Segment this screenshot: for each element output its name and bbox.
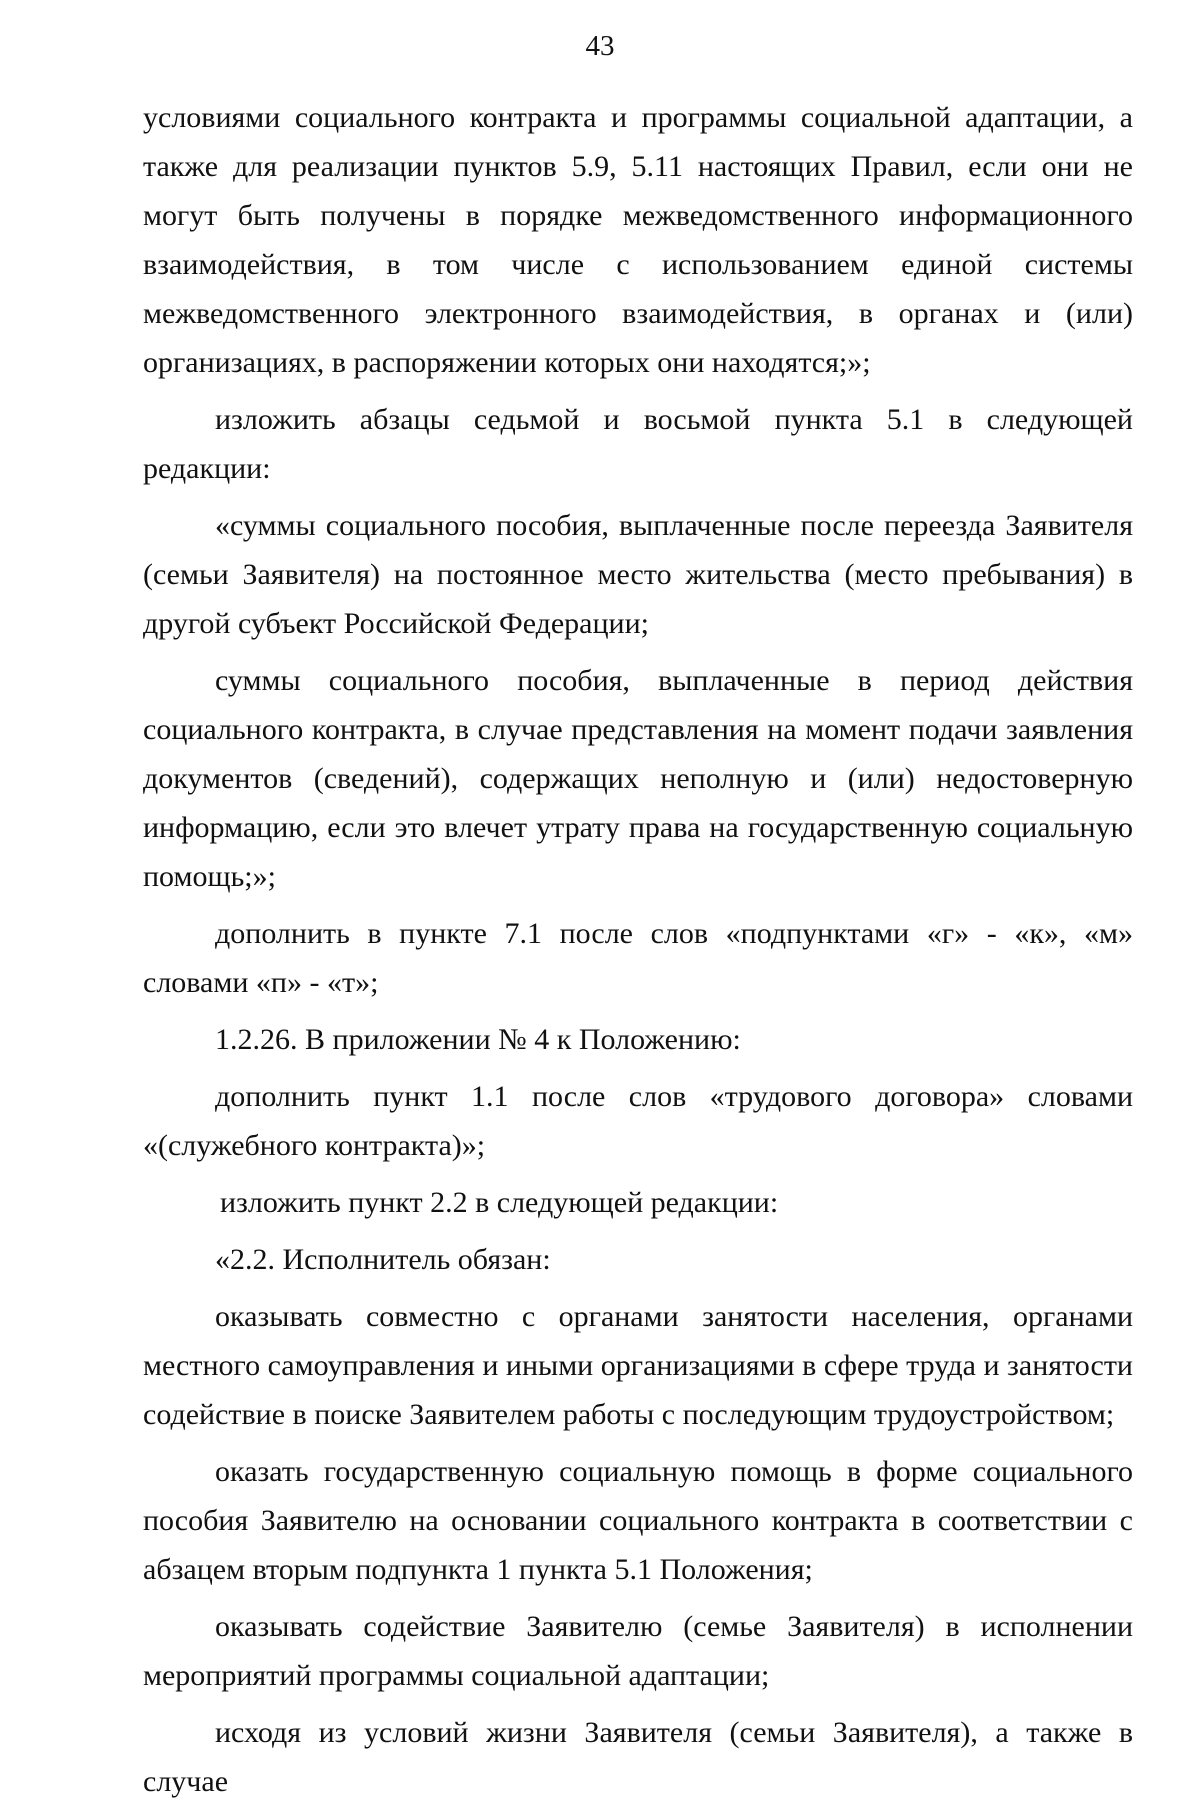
page-number: 43 bbox=[585, 30, 615, 62]
paragraph: оказывать совместно с органами занятости населения, органами местного самоуправления и иными организациями в сфере труда и занятости содействие в поиске Заявителем работы с последующим трудоустройством; bbox=[143, 1300, 1133, 1431]
document-body bbox=[143, 93, 1133, 1806]
paragraph: изложить абзацы седьмой и восьмой пункта 5.1 в следующей редакции: bbox=[143, 403, 1133, 485]
paragraph: дополнить в пункте 7.1 после слов «подпунктами «г» - «к», «м» словами «п» - «т»; bbox=[143, 917, 1133, 999]
paragraph: оказывать содействие Заявителю (семье Заявителя) в исполнении мероприятий программы социальной адаптации; bbox=[143, 1610, 1133, 1692]
paragraph: «2.2. Исполнитель обязан: bbox=[215, 1243, 551, 1276]
paragraph: исходя из условий жизни Заявителя (семьи Заявителя), а также в случае bbox=[143, 1716, 1133, 1798]
paragraph: «суммы социального пособия, выплаченные после переезда Заявителя (семьи Заявителя) на постоянное место жительства (место пребывания) в другой субъект Российской Федерации; bbox=[143, 509, 1133, 640]
paragraph: 1.2.26. В приложении № 4 к Положению: bbox=[215, 1023, 741, 1056]
paragraph: изложить пункт 2.2 в следующей редакции: bbox=[220, 1186, 779, 1219]
paragraph: суммы социального пособия, выплаченные в период действия социального контракта, в случае представления на момент подачи заявления документов (сведений), содержащих неполную и (или) недостоверную информацию, если это влечет утрату права на государственную социальную помощь;»; bbox=[143, 664, 1133, 893]
paragraph: дополнить пункт 1.1 после слов «трудового договора» словами «(служебного контракта)»; bbox=[143, 1080, 1133, 1162]
paragraph: оказать государственную социальную помощь в форме социального пособия Заявителю на основании социального контракта в соответствии с абзацем вторым подпункта 1 пункта 5.1 Положения; bbox=[143, 1455, 1133, 1586]
paragraph: условиями социального контракта и программы социальной адаптации, а также для реализации пунктов 5.9, 5.11 настоящих Правил, если они не могут быть получены в порядке межведомственного информационного взаимодействия, в том числе с использованием единой системы межведомственного электронного взаимодействия, в органах и (или) организациях, в распоряжении которых они находятся;»; bbox=[143, 101, 1133, 379]
